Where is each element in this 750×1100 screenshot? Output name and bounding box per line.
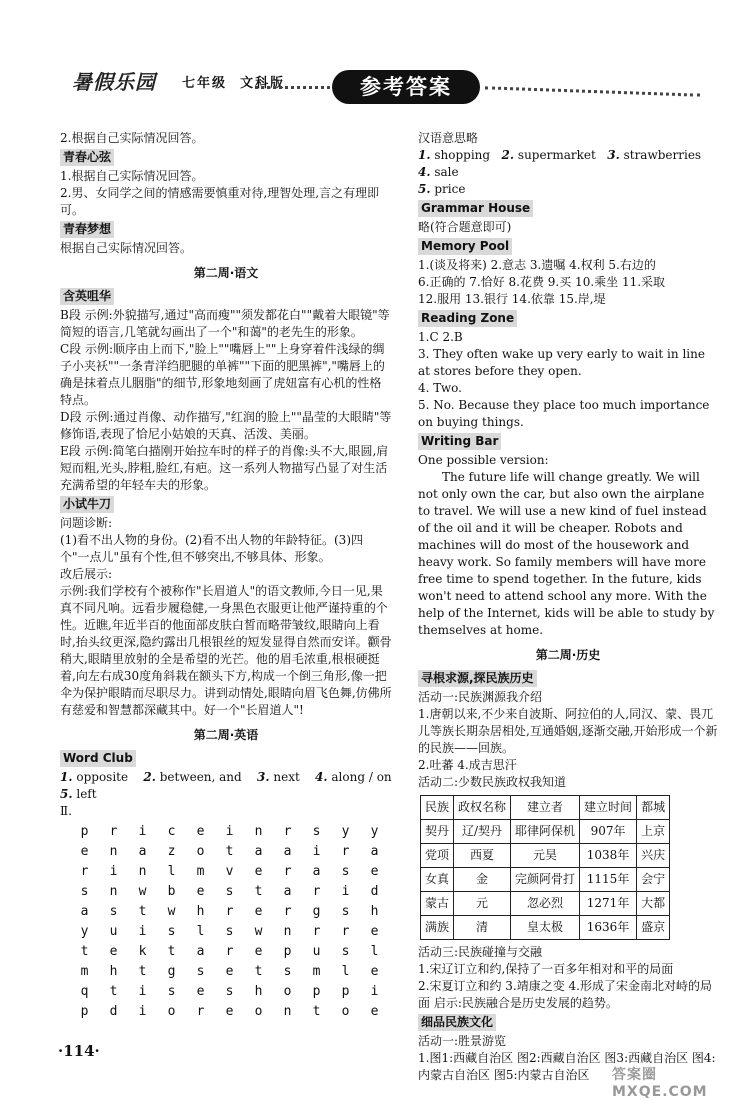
grid-letter: r bbox=[341, 924, 350, 939]
grid-letter: i bbox=[109, 864, 118, 879]
grid-letter: p bbox=[80, 824, 89, 839]
table-header-cell: 建立时间 bbox=[580, 796, 637, 820]
section-heading: Grammar House bbox=[418, 200, 533, 217]
table-cell: 女真 bbox=[421, 868, 454, 892]
table-cell: 西夏 bbox=[454, 844, 511, 868]
grid-letter: e bbox=[370, 864, 379, 879]
text-line: 改后展示: bbox=[60, 567, 113, 581]
table-cell: 契丹 bbox=[421, 820, 454, 844]
grid-letter: l bbox=[370, 944, 379, 959]
grid-letter: r bbox=[312, 924, 321, 939]
grid-letter: s bbox=[341, 944, 350, 959]
header-dots-right bbox=[485, 86, 700, 97]
grid-letter: a bbox=[283, 884, 292, 899]
grid-letter: t bbox=[254, 884, 263, 899]
grid-letter: u bbox=[312, 944, 321, 959]
grid-letter: u bbox=[109, 924, 118, 939]
grid-row bbox=[70, 982, 392, 1002]
grid-letter: y bbox=[341, 824, 350, 839]
history-title: 第二周·历史 bbox=[535, 648, 601, 662]
table-cell: 完颜阿骨打 bbox=[511, 868, 580, 892]
grid-letter: o bbox=[283, 984, 292, 999]
grid-letter: w bbox=[138, 884, 147, 899]
grid-row bbox=[70, 842, 392, 862]
grid-letter: e bbox=[196, 984, 205, 999]
section-heading: 寻根求源,探民族历史 bbox=[418, 670, 537, 687]
grid-letter: p bbox=[80, 1004, 89, 1019]
table-cell: 满族 bbox=[421, 916, 454, 940]
grid-letter: r bbox=[283, 864, 292, 879]
memory-line: 12.服用 13.银行 14.依靠 15.岸,堤 bbox=[418, 292, 606, 306]
table-row bbox=[421, 892, 670, 916]
grid-letter: s bbox=[196, 964, 205, 979]
table-cell: 会宁 bbox=[637, 868, 670, 892]
text-line: One possible version: bbox=[418, 453, 549, 467]
grid-letter: s bbox=[225, 924, 234, 939]
grid-letter: r bbox=[109, 824, 118, 839]
grid-letter: r bbox=[225, 904, 234, 919]
grid-letter: y bbox=[80, 924, 89, 939]
grid-letter: s bbox=[225, 984, 234, 999]
text-line: 活动一:胜景游览 bbox=[418, 1034, 507, 1048]
grid-letter: e bbox=[254, 904, 263, 919]
table-cell: 辽/契丹 bbox=[454, 820, 511, 844]
grid-letter: e bbox=[80, 844, 89, 859]
grid-letter: n bbox=[254, 824, 263, 839]
table-cell: 1115年 bbox=[580, 868, 637, 892]
grid-letter: p bbox=[312, 984, 321, 999]
english-answers-2: 5. price bbox=[418, 182, 466, 196]
memory-line: 6.正确的 7.恰好 8.花费 9.买 10.乘坐 11.采取 bbox=[418, 275, 666, 289]
grid-letter: s bbox=[167, 984, 176, 999]
table-cell: 1636年 bbox=[580, 916, 637, 940]
grid-letter: t bbox=[312, 1004, 321, 1019]
grid-letter: i bbox=[370, 984, 379, 999]
grid-letter: a bbox=[80, 904, 89, 919]
grid-letter: e bbox=[370, 1004, 379, 1019]
section-heading: 青春心弦 bbox=[60, 149, 114, 166]
grid-letter: s bbox=[341, 904, 350, 919]
grid-letter: t bbox=[225, 844, 234, 859]
table-cell: 忽必烈 bbox=[511, 892, 580, 916]
grid-letter: g bbox=[312, 904, 321, 919]
text-line: 活动二:少数民族政权我知道 bbox=[418, 775, 567, 789]
grid-letter: r bbox=[312, 884, 321, 899]
grid-letter: r bbox=[283, 904, 292, 919]
grid-letter: s bbox=[341, 864, 350, 879]
grid-letter: w bbox=[254, 924, 263, 939]
reading-line: 3. They often wake up very early to wait in line at stores before they open. bbox=[418, 347, 705, 378]
grid-letter: s bbox=[167, 924, 176, 939]
grid-row bbox=[70, 942, 392, 962]
chinese-title: 第二周·语文 bbox=[193, 266, 259, 280]
grid-row bbox=[70, 882, 392, 902]
grid-letter: n bbox=[109, 884, 118, 899]
grid-letter: g bbox=[167, 964, 176, 979]
table-header-cell: 政权名称 bbox=[454, 796, 511, 820]
text-line: 根据自己实际情况回答。 bbox=[60, 241, 193, 255]
text-line: 汉语意思略 bbox=[418, 131, 479, 145]
grid-letter: o bbox=[167, 1004, 176, 1019]
grid-letter: i bbox=[312, 844, 321, 859]
grid-row bbox=[70, 962, 392, 982]
grid-letter: k bbox=[138, 944, 147, 959]
text-line: 1.宋辽订立和约,保持了一百多年相对和平的局面 bbox=[418, 962, 674, 976]
grid-letter: r bbox=[80, 864, 89, 879]
reading-line: 4. Two. bbox=[418, 381, 462, 395]
grade-label: 七年级 文科版 bbox=[182, 76, 286, 91]
grid-letter: e bbox=[370, 964, 379, 979]
grid-letter: e bbox=[196, 884, 205, 899]
sample-paragraph: 示例:我们学校有个被称作"长眉道人"的语文教师,今日一见,果真不同凡响。远看步履稳健,一身黑色衣服更让他严谨持重的个性。近瞧,年近半百的他面部皮肤白皙而略带皱纹,眼睛向上看时,抬头纹更深,隐约露出几根银丝的短发显得自然而安详。颧骨稍大,眼睛里放射的全是希望的光芒。他的眉毛浓重,根根硬挺着,向左右成30度角斜栽在额头下方,构成一个倒三角形,像一把伞为保护眼睛而尽职尽力。讲到动情处,眼睛向眉飞色舞,仿佛所有慈爱和智慧都深藏其中。好一个"长眉道人"! bbox=[60, 584, 392, 717]
grid-letter: v bbox=[225, 864, 234, 879]
grid-letter: n bbox=[138, 864, 147, 879]
grid-letter: a bbox=[312, 864, 321, 879]
grid-letter: h bbox=[196, 904, 205, 919]
grid-letter: s bbox=[80, 884, 89, 899]
grid-letter: w bbox=[167, 904, 176, 919]
section-heading: Word Club bbox=[60, 750, 136, 767]
grid-row bbox=[70, 902, 392, 922]
section-heading: 含英咀华 bbox=[60, 288, 114, 305]
table-header-cell: 都城 bbox=[637, 796, 670, 820]
table-cell: 1038年 bbox=[580, 844, 637, 868]
text-line: 2.宋夏订立和约 3.靖康之变 4.形成了宋金南北对峙的局面 启示:民族融合是历史发展的趋势。 bbox=[418, 979, 712, 1010]
grid-letter: i bbox=[138, 1004, 147, 1019]
section-heading: 青春梦想 bbox=[60, 221, 114, 238]
grid-letter: m bbox=[196, 864, 205, 879]
grid-letter: d bbox=[370, 884, 379, 899]
table-cell: 元 bbox=[454, 892, 511, 916]
table-cell: 元昊 bbox=[511, 844, 580, 868]
text-line: 1.唐朝以来,不少来自波斯、阿拉伯的人,同汉、蒙、畏兀儿等族长期杂居相处,互通婚姻,逐渐交融,开始形成一个新的民族——回族。 bbox=[418, 707, 718, 755]
dynasty-table bbox=[420, 795, 670, 940]
section-heading: Writing Bar bbox=[418, 433, 501, 450]
grid-letter: n bbox=[283, 1004, 292, 1019]
paragraph-b: B段 示例:外貌描写,通过"高而瘦""须发都花白""戴着大眼镜"等简短的语言,几笔就勾画出了一个"和蔼"的老先生的形象。 bbox=[60, 308, 390, 339]
text-line: 1.根据自己实际情况回答。 bbox=[60, 169, 204, 183]
grid-letter: c bbox=[167, 824, 176, 839]
table-header-cell: 建立者 bbox=[511, 796, 580, 820]
paragraph-e: E段 示例:简笔白描刚开始拉车时的样子的肖像:头不大,眼圆,肩短而粗,光头,脖粗,脸红,有疤。这一系列人物描写凸显了对生活充满希望的年轻车夫的形象。 bbox=[60, 444, 389, 492]
table-cell: 大都 bbox=[637, 892, 670, 916]
header-dots-left bbox=[255, 86, 330, 89]
paragraph-d: D段 示例:通过肖像、动作描写,"红润的脸上""晶莹的大眼睛"等修饰语,表现了恰尼小姑娘的天真、活泼、美丽。 bbox=[60, 410, 392, 441]
text-line: 2.男、女同学之间的情感需要慎重对待,理智处理,言之有理即可。 bbox=[60, 186, 380, 217]
table-cell: 耶律阿保机 bbox=[511, 820, 580, 844]
grid-letter: s bbox=[109, 904, 118, 919]
left-column bbox=[60, 130, 392, 1022]
grid-letter: d bbox=[109, 1004, 118, 1019]
grid-letter: e bbox=[225, 964, 234, 979]
grid-row bbox=[70, 1002, 392, 1022]
grid-letter: a bbox=[138, 844, 147, 859]
grid-letter: e bbox=[196, 824, 205, 839]
grid-letter: i bbox=[138, 984, 147, 999]
grid-letter: e bbox=[370, 924, 379, 939]
grid-letter: m bbox=[80, 964, 89, 979]
grid-letter: e bbox=[254, 864, 263, 879]
section-heading: Reading Zone bbox=[418, 310, 517, 327]
grid-letter: t bbox=[109, 984, 118, 999]
table-cell: 907年 bbox=[580, 820, 637, 844]
grid-letter: p bbox=[283, 944, 292, 959]
text-line: 活动一:民族渊源我介绍 bbox=[418, 690, 543, 704]
grid-letter: i bbox=[138, 824, 147, 839]
grid-letter: s bbox=[312, 824, 321, 839]
table-cell: 清 bbox=[454, 916, 511, 940]
grid-letter: a bbox=[196, 944, 205, 959]
grid-row bbox=[70, 922, 392, 942]
grid-letter: a bbox=[254, 844, 263, 859]
table-cell: 盛京 bbox=[637, 916, 670, 940]
text-line: 问题诊断: bbox=[60, 516, 113, 530]
table-cell: 金 bbox=[454, 868, 511, 892]
grid-letter: t bbox=[138, 904, 147, 919]
grid-letter: p bbox=[341, 984, 350, 999]
grid-letter: r bbox=[283, 824, 292, 839]
grid-letter: i bbox=[138, 924, 147, 939]
grid-letter: r bbox=[225, 944, 234, 959]
english-answers: 1. shopping 2. supermarket 3. strawberries 4. sale bbox=[418, 148, 702, 179]
grid-row bbox=[70, 822, 392, 842]
table-cell: 上京 bbox=[637, 820, 670, 844]
grid-letter: h bbox=[370, 904, 379, 919]
text-line: 活动三:民族碰撞与交融 bbox=[418, 945, 543, 959]
grid-letter: t bbox=[138, 964, 147, 979]
page-header bbox=[60, 56, 700, 116]
table-cell: 皇太极 bbox=[511, 916, 580, 940]
grid-letter: n bbox=[283, 924, 292, 939]
grid-letter: q bbox=[80, 984, 89, 999]
grid-letter: t bbox=[254, 964, 263, 979]
text-line: Ⅱ. bbox=[60, 804, 72, 818]
grid-letter: n bbox=[109, 844, 118, 859]
essay-paragraph: The future life will change greatly. We will not only own the car, but also own the airplane to travel. We will use a new kind of fuel instead of the oil and it will be cheaper. Robots and machines will do most of the housework and heavy work. So family members will have more free time to spend together. In the future, kids won't need to attend school any more. With the help of the Internet, kids will be able to study by themselves at home. bbox=[418, 470, 715, 637]
grid-letter: o bbox=[196, 844, 205, 859]
grid-letter: b bbox=[167, 884, 176, 899]
table-cell: 蒙古 bbox=[421, 892, 454, 916]
text-line: 略(符合题意即可) bbox=[418, 220, 512, 234]
text-line: 2.根据自己实际情况回答。 bbox=[60, 131, 204, 145]
grid-row bbox=[70, 862, 392, 882]
grid-letter: s bbox=[225, 884, 234, 899]
watermark: 答案圈 MXQE.COM bbox=[612, 1067, 708, 1100]
grid-letter: l bbox=[196, 924, 205, 939]
grid-letter: o bbox=[341, 1004, 350, 1019]
grid-letter: h bbox=[109, 964, 118, 979]
table-row bbox=[421, 868, 670, 892]
grid-letter: i bbox=[225, 824, 234, 839]
table-cell: 1271年 bbox=[580, 892, 637, 916]
grid-letter: e bbox=[109, 944, 118, 959]
table-header-cell: 民族 bbox=[421, 796, 454, 820]
table-header-row bbox=[421, 796, 670, 820]
grid-letter: t bbox=[80, 944, 89, 959]
word-club-answers: 1. opposite 2. between, and 3. next 4. along / on bbox=[60, 770, 392, 784]
right-column bbox=[418, 130, 718, 1084]
word-search-grid bbox=[70, 822, 392, 1022]
grid-letter: i bbox=[341, 884, 350, 899]
section-heading: Memory Pool bbox=[418, 238, 512, 255]
section-heading: 细品民族文化 bbox=[418, 1014, 496, 1031]
grid-letter: e bbox=[254, 944, 263, 959]
reading-line: 1.C 2.B bbox=[418, 330, 463, 344]
reading-line: 5. No. Because they place too much importance on buying things. bbox=[418, 398, 710, 429]
text-line: 1.图1:西藏自治区 图2:西藏自治区 图3:西藏自治区 图4:内蒙古自治区 图5:内蒙古自治区 bbox=[418, 1051, 716, 1082]
text-line: 2.吐蕃 4.成吉思汗 bbox=[418, 758, 517, 772]
word-club-answers-2: 5. left bbox=[60, 787, 97, 801]
grid-letter: o bbox=[254, 1004, 263, 1019]
grid-letter: a bbox=[370, 844, 379, 859]
table-row bbox=[421, 916, 670, 940]
grid-letter: r bbox=[341, 844, 350, 859]
grid-letter: l bbox=[167, 864, 176, 879]
table-row bbox=[421, 820, 670, 844]
english-title: 第二周·英语 bbox=[193, 728, 259, 742]
grid-letter: r bbox=[196, 1004, 205, 1019]
grid-letter: a bbox=[283, 844, 292, 859]
table-row bbox=[421, 844, 670, 868]
grid-letter: m bbox=[312, 964, 321, 979]
grid-letter: z bbox=[167, 844, 176, 859]
text-line: (1)看不出人物的身份。(2)看不出人物的年龄特征。(3)四个"一点儿"虽有个性,但不够突出,不够具体、形象。 bbox=[60, 533, 363, 564]
grid-letter: t bbox=[167, 944, 176, 959]
page-number: ·114· bbox=[58, 1042, 100, 1060]
grid-letter: s bbox=[283, 964, 292, 979]
paragraph-c: C段 示例:顺序由上而下,"脸上""嘴唇上""上身穿着件浅绿的绸子小夹袄""一条青洋绉肥腿的单裤""下面的肥黑裤","嘴唇上的确是抹着点儿胭脂"的细节,形象地刻画了虎妞富有心机的性格特点。 bbox=[60, 342, 385, 407]
grid-letter: y bbox=[370, 824, 379, 839]
table-cell: 党项 bbox=[421, 844, 454, 868]
table-cell: 兴庆 bbox=[637, 844, 670, 868]
memory-line: 1.(谈及将来) 2.意志 3.遗嘱 4.权利 5.右边的 bbox=[418, 258, 656, 272]
section-heading: 小试牛刀 bbox=[60, 496, 114, 513]
grid-letter: h bbox=[254, 984, 263, 999]
grid-letter: e bbox=[225, 1004, 234, 1019]
answer-badge: 参考答案 bbox=[332, 70, 480, 104]
grid-letter: l bbox=[341, 964, 350, 979]
brand-logo: 暑假乐园 bbox=[72, 70, 156, 94]
